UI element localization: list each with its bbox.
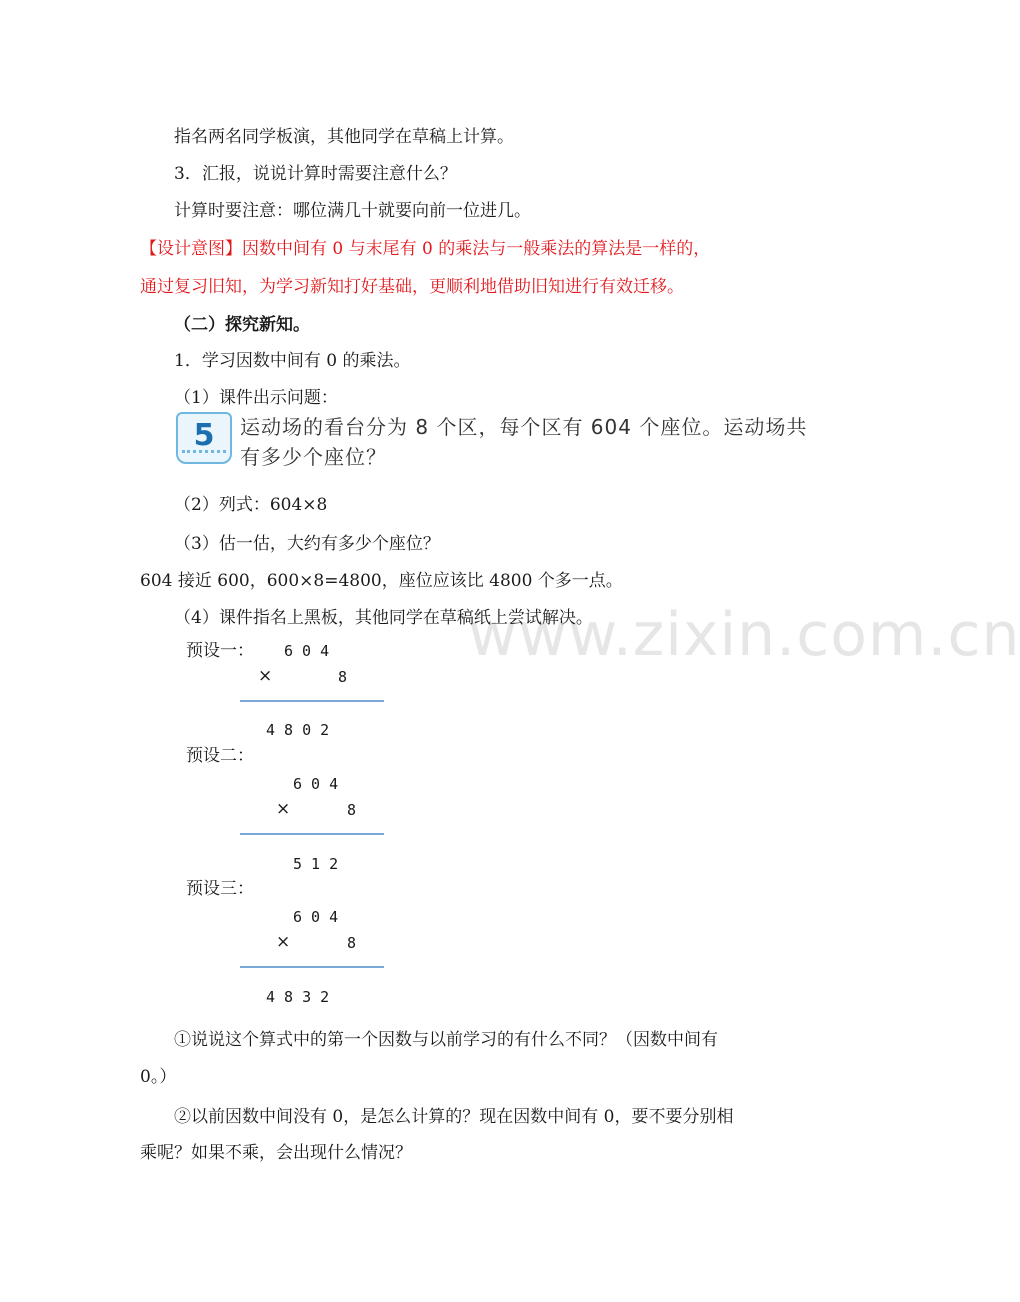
preset-label: 预设一：: [186, 641, 254, 661]
problem-line-1: 运动场的看台分为 8 个区，每个区有 604 个座位。运动场共: [240, 415, 808, 439]
multiplier: 8: [347, 934, 357, 952]
problem-line-2: 有多少个座位？: [240, 445, 387, 469]
times-sign: ×: [276, 932, 291, 952]
product: 4 8 0 2: [266, 721, 330, 739]
product: 5 1 2: [293, 855, 339, 873]
preset-label: 预设二：: [186, 746, 254, 766]
multiplicand: 6 0 4: [293, 908, 339, 926]
question-line: 乘呢？如果不乘，会出现什么情况？: [140, 1143, 412, 1163]
preset-label: 预设三：: [186, 879, 254, 899]
design-intent-line-1: 【设计意图】因数中间有 0 与末尾有 0 的乘法与一般乘法的算法是一样的，: [140, 239, 711, 259]
paragraph: 604 接近 600，600×8=4800，座位应该比 4800 个多一点。: [140, 571, 623, 591]
calc-rule: [240, 700, 384, 702]
paragraph: （4）课件指名上黑板，其他同学在草稿纸上尝试解决。: [174, 608, 593, 628]
times-sign: ×: [276, 799, 291, 819]
calc-rule: [240, 966, 384, 968]
paragraph: 1．学习因数中间有 0 的乘法。: [174, 351, 411, 371]
multiplier: 8: [347, 801, 357, 819]
question-line: ②以前因数中间没有 0，是怎么计算的？现在因数中间有 0，要不要分别相: [174, 1107, 734, 1127]
paragraph: （2）列式：604×8: [174, 495, 328, 515]
calc-rule: [240, 833, 384, 835]
paragraph: （1）课件出示问题：: [174, 388, 338, 408]
times-sign: ×: [258, 666, 273, 686]
multiplicand: 6 0 4: [293, 775, 339, 793]
book-number-icon: [176, 412, 232, 464]
watermark: www.zixin.com.cn: [468, 600, 1020, 670]
paragraph: 3．汇报，说说计算时需要注意什么？: [174, 164, 457, 184]
paragraph: 指名两名同学板演，其他同学在草稿上计算。: [174, 127, 514, 147]
problem-text: [240, 412, 830, 472]
product: 4 8 3 2: [266, 988, 330, 1006]
problem-card: [176, 408, 826, 483]
paragraph: 计算时要注意：哪位满几十就要向前一位进几。: [174, 201, 531, 221]
multiplicand: 6 0 4: [284, 642, 330, 660]
design-intent-line-2: 通过复习旧知，为学习新知打好基础，更顺利地借助旧知进行有效迁移。: [140, 277, 684, 297]
paragraph: （3）估一估，大约有多少个座位？: [174, 534, 440, 554]
question-line: ①说说这个算式中的第一个因数与以前学习的有什么不同？（因数中间有: [174, 1030, 718, 1050]
section-title: （二）探究新知。: [174, 315, 310, 335]
book-pages: [182, 450, 226, 459]
problem-number: 5: [193, 418, 215, 453]
question-line: 0。）: [140, 1067, 177, 1087]
multiplier: 8: [338, 668, 348, 686]
